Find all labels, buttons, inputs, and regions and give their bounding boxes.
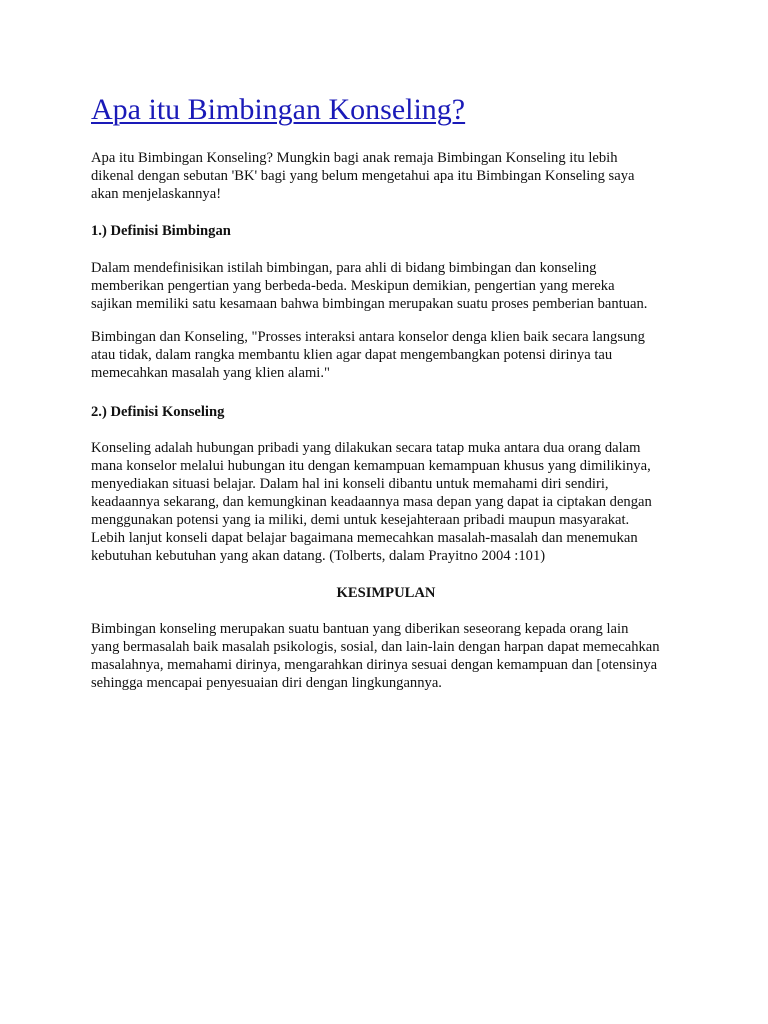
conclusion-heading: KESIMPULAN [336,585,436,601]
section1-paragraph2 [91,328,681,382]
paragraph-line: keadaannya sekarang, dan kemungkinan keadaannya masa depan yang dapat ia ciptakan dengan [91,494,652,510]
paragraph-line: sajikan memiliki satu kesamaan bahwa bimbingan merupakan suatu proses pemberian bantuan. [91,296,648,312]
intro-line: akan menjelaskannya! [91,186,222,202]
paragraph-line: Konseling adalah hubungan pribadi yang dilakukan secara tatap muka antara dua orang dalam [91,440,641,456]
section2-heading: 2.) Definisi Konseling [91,404,225,420]
paragraph-line: Dalam mendefinisikan istilah bimbingan, para ahli di bidang bimbingan dan konseling [91,260,597,276]
paragraph-line: memecahkan masalah yang klien alami." [91,365,330,381]
paragraph-line: atau tidak, dalam rangka membantu klien agar dapat mengembangkan potensi dirinya tau [91,347,613,363]
conclusion-paragraph [91,620,681,692]
paragraph-line: mana konselor melalui hubungan itu dengan kemampuan kemampuan khusus yang dimilikinya, [91,458,651,474]
intro-paragraph [91,149,681,203]
paragraph-line: masalahnya, memahami dirinya, mengarahkan dirinya sesuai dengan kemampuan dan [otensinya [91,657,658,673]
paragraph-line: sehingga mencapai penyesuaian diri dengan lingkungannya. [91,675,442,691]
paragraph-line: menyediakan situasi belajar. Dalam hal ini konseli dibantu untuk memahami diri sendiri, [91,476,609,492]
intro-line: dikenal dengan sebutan 'BK' bagi yang belum mengetahui apa itu Bimbingan Konseling saya [91,168,635,184]
paragraph-line: memberikan pengertian yang berbeda-beda. Meskipun demikian, pengertian yang mereka [91,278,615,294]
section2-paragraph [91,439,681,565]
paragraph-line: Bimbingan dan Konseling, "Prosses interaksi antara konselor denga klien baik secara langsung [91,329,645,345]
intro-line: Apa itu Bimbingan Konseling? Mungkin bagi anak remaja Bimbingan Konseling itu lebih [91,150,618,166]
section1-paragraph1 [91,259,681,313]
paragraph-line: Bimbingan konseling merupakan suatu bantuan yang diberikan seseorang kepada orang lain [91,621,629,637]
paragraph-line: Lebih lanjut konseli dapat belajar bagaimana memecahkan masalah-masalah dan menemukan [91,530,638,546]
title-link[interactable]: Apa itu Bimbingan Konseling? [91,93,466,126]
page-title [91,92,681,128]
document-page [91,92,681,692]
paragraph-line: menggunakan potensi yang ia miliki, demi untuk kesejahteraan pribadi maupun masyarakat. [91,512,630,528]
paragraph-line: yang bermasalah baik masalah psikologis, sosial, dan lain-lain dengan harpan dapat memecahkan [91,639,660,655]
section1-heading: 1.) Definisi Bimbingan [91,223,231,239]
paragraph-line: kebutuhan kebutuhan yang akan datang. (Tolberts, dalam Prayitno 2004 :101) [91,548,546,564]
